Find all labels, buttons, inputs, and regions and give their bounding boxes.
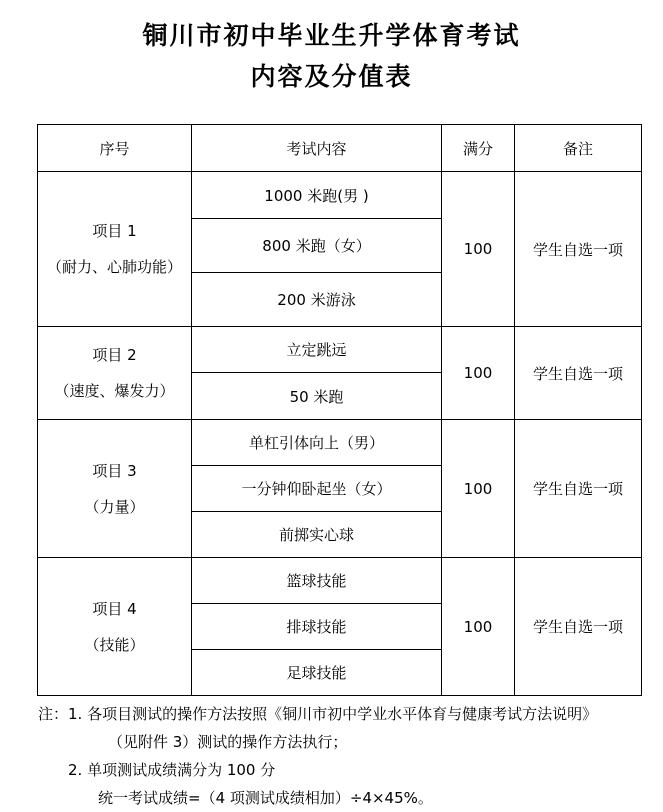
item-name: 项目 1 xyxy=(92,222,137,240)
table-row xyxy=(38,327,642,373)
content-cell: 篮球技能 xyxy=(192,558,442,604)
remark-cell: 学生自选一项 xyxy=(515,420,642,558)
content-cell: 800 米跑（女） xyxy=(192,219,442,273)
content-cell: 50 米跑 xyxy=(192,373,442,420)
table-row xyxy=(38,558,642,604)
item-name: 项目 2 xyxy=(92,346,137,364)
header-score: 满分 xyxy=(442,125,515,172)
score-cell: 100 xyxy=(442,558,515,696)
item-name: 项目 4 xyxy=(92,599,137,618)
note-line-4: 统一考试成绩=（4 项测试成绩相加）÷4×45%。 xyxy=(98,789,433,807)
content-cell: 排球技能 xyxy=(192,604,442,650)
note-line-3: 2. 单项测试成绩满分为 100 分 xyxy=(68,761,276,779)
item-name: 项目 3 xyxy=(92,461,137,480)
item-category: （力量） xyxy=(84,497,145,516)
item-cell xyxy=(38,172,192,327)
document-title-line2: 内容及分值表 xyxy=(250,62,413,91)
content-cell: 立定跳远 xyxy=(192,327,442,373)
table-row xyxy=(38,172,642,219)
score-cell: 100 xyxy=(442,420,515,558)
content-cell: 1000 米跑(男 ) xyxy=(192,172,442,219)
item-category: （技能） xyxy=(84,635,145,654)
table-row xyxy=(38,420,642,466)
content-cell: 单杠引体向上（男） xyxy=(192,420,442,466)
content-cell: 足球技能 xyxy=(192,650,442,696)
remark-cell: 学生自选一项 xyxy=(515,327,642,420)
remark-cell: 学生自选一项 xyxy=(515,172,642,327)
score-cell: 100 xyxy=(442,327,515,420)
item-cell xyxy=(38,327,192,420)
header-content: 考试内容 xyxy=(192,125,442,172)
item-category: （耐力、心肺功能） xyxy=(46,258,182,276)
item-cell xyxy=(38,420,192,558)
content-cell: 一分钟仰卧起坐（女） xyxy=(192,466,442,512)
item-cell xyxy=(38,558,192,696)
table-header-row xyxy=(38,125,642,172)
content-cell: 200 米游泳 xyxy=(192,273,442,327)
header-seq: 序号 xyxy=(38,125,192,172)
score-cell: 100 xyxy=(442,172,515,327)
note-line-1: 注：1. 各项目测试的操作方法按照《铜川市初中学业水平体育与健康考试方法说明》 xyxy=(38,705,598,723)
exam-content-table xyxy=(37,124,642,696)
item-category: （速度、爆发力） xyxy=(54,382,175,400)
notes-section xyxy=(38,700,658,812)
note-line-2: （见附件 3）测试的操作方法执行； xyxy=(108,733,348,751)
remark-cell: 学生自选一项 xyxy=(515,558,642,696)
header-remark: 备注 xyxy=(515,125,642,172)
document-title-line1: 铜川市初中毕业生升学体育考试 xyxy=(142,21,521,50)
content-cell: 前掷实心球 xyxy=(192,512,442,558)
